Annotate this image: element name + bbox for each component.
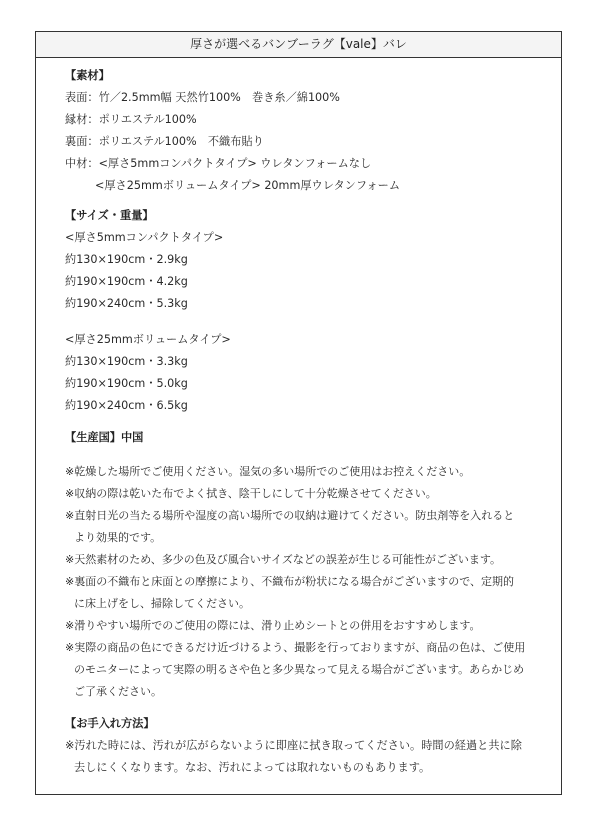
size-row: 約190×240cm・5.3kg [65,297,188,310]
material-middle: 中材：<厚さ5mmコンパクトタイプ> ウレタンフォームなし [65,157,372,170]
material-middle-2: <厚さ25mmボリュームタイプ> 20mm厚ウレタンフォーム [95,179,401,192]
size-row: 約190×190cm・4.2kg [65,275,188,288]
size-row: 約190×240cm・6.5kg [65,399,188,412]
size-type-volume: <厚さ25mmボリュームタイプ> [65,333,231,346]
care-heading: 【お手入れ方法】 [65,717,155,730]
size-row: 約130×190cm・2.9kg [65,253,188,266]
size-row: 約190×190cm・5.0kg [65,377,188,390]
note-line: ※裏面の不織布と床面との摩擦により、不織布が粉状になる場合がございますので、定期的 [65,575,514,588]
size-heading: 【サイズ・重量】 [65,209,154,222]
note-line: より効果的です。 [74,531,162,544]
note-line: ※実際の商品の色にできるだけ近づけるよう、撮影を行っておりますが、商品の色は、ご使用 [65,641,526,654]
note-line: に床上げをし、掃除してください。 [74,597,250,610]
note-line: ※乾燥した場所でご使用ください。湿気の多い場所でのご使用はお控えください。 [65,465,471,478]
care-line: ※汚れた時には、汚れが広がらないように即座に拭き取ってください。時間の経過と共に除 [65,739,522,752]
spec-table [35,31,562,795]
material-back: 裏面：ポリエステル100% 不織布貼り [65,135,264,148]
note-line: ※直射日光の当たる場所や湿度の高い場所での収納は避けてください。防虫剤等を入れると [65,509,515,522]
size-type-compact: <厚さ5mmコンパクトタイプ> [65,231,224,244]
note-line: ※収納の際は乾いた布でよく拭き、陰干しにして十分乾燥させてください。 [65,487,437,500]
material-edge: 縁材：ポリエステル100% [65,113,197,126]
size-row: 約130×190cm・3.3kg [65,355,188,368]
product-title: 厚さが選べるバンブーラグ【vale】バレ [36,32,561,58]
note-line: ※天然素材のため、多少の色及び風合いサイズなどの誤差が生じる可能性がございます。 [65,553,502,566]
material-heading: 【素材】 [65,69,110,82]
origin: 【生産国】中国 [65,431,144,444]
material-surface: 表面：竹／2.5mm幅 天然竹100% 巻き糸／綿100% [65,91,340,104]
care-line: 去しにくくなります。なお、汚れによっては取れないものもあります。 [74,761,431,774]
note-line: のモニターによって実際の明るさや色と多少異なって見える場合がございます。あらかじめ [74,663,525,676]
note-line: ご了承ください。 [74,685,162,698]
note-line: ※滑りやすい場所でのご使用の際には、滑り止めシートとの併用をおすすめします。 [65,619,481,632]
